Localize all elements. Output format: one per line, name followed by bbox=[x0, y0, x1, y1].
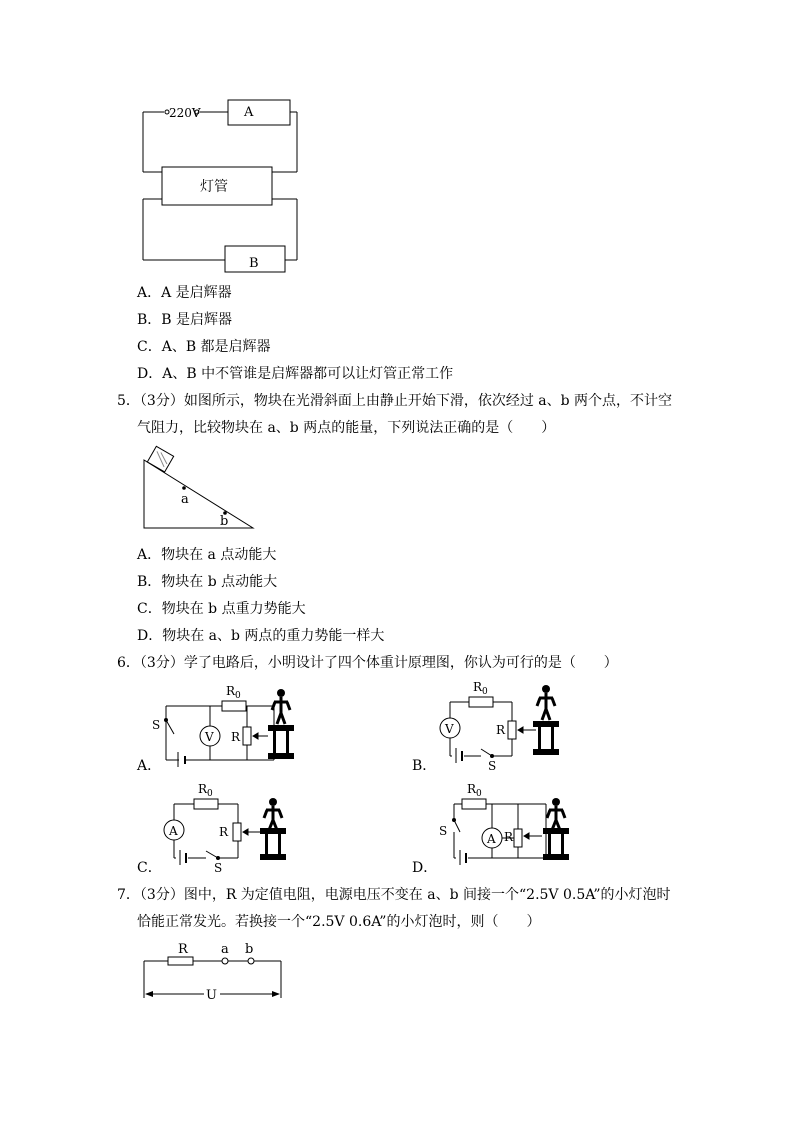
q4-circuit-diagram bbox=[130, 95, 310, 275]
q4-box-a-label: A bbox=[244, 105, 254, 120]
q5-option-d: D．物块在 a、b 两点的重力势能一样大 bbox=[137, 628, 385, 644]
q6-b-s-label: S bbox=[488, 759, 497, 773]
q7-r-label: R bbox=[178, 942, 188, 957]
q6-label-b: B． bbox=[412, 758, 437, 774]
q6-circuit-b bbox=[436, 676, 586, 771]
q6-a-v-label: V bbox=[205, 730, 214, 744]
q7-u-label: U bbox=[206, 988, 217, 1003]
q6-d-s-label: S bbox=[439, 824, 448, 838]
q7-stem-line1: 7．（3分）图中，R 为定值电阻，电源电压不变在 a、b 间接一个“2.5V 0.5A”的小灯泡时 bbox=[117, 887, 671, 903]
q6-a-r0-label: $R_0$ bbox=[226, 684, 241, 701]
q6-b-person-scale bbox=[533, 685, 559, 755]
q4-option-b: B．B 是启辉器 bbox=[137, 312, 233, 328]
q6-d-r0-label: $R_0$ bbox=[467, 782, 482, 799]
q6-c-r-label: R bbox=[219, 825, 229, 839]
q6-d-person-scale bbox=[543, 798, 569, 860]
q4-option-a: A．A 是启辉器 bbox=[137, 285, 232, 301]
q7-circuit-diagram bbox=[140, 940, 285, 1002]
q5-option-c: C．物块在 b 点重力势能大 bbox=[137, 601, 306, 617]
q6-b-r-label: R bbox=[496, 723, 506, 737]
q6-b-v-label: V bbox=[445, 722, 454, 736]
q4-option-c: C．A、B 都是启辉器 bbox=[137, 339, 271, 355]
q5-point-a bbox=[182, 486, 186, 490]
q6-label-a: A． bbox=[137, 758, 162, 774]
q7-stem-line2: 恰能正常发光。若换接一个“2.5V 0.6A”的小灯泡时，则（ ） bbox=[137, 914, 541, 930]
q6-d-r-label: R bbox=[504, 830, 514, 844]
q5-label-b: b bbox=[220, 514, 229, 529]
q5-stem-line1: 5．（3分）如图所示，物块在光滑斜面上由静止开始下滑，依次经过 a、b 两个点，不计空 bbox=[117, 393, 673, 409]
q6-d-am-label: A bbox=[487, 832, 496, 846]
q5-stem-line2: 气阻力，比较物块在 a、b 两点的能量，下列说法正确的是（ ） bbox=[137, 420, 556, 436]
q4-option-d: D．A、B 中不管谁是启辉器都可以让灯管正常工作 bbox=[137, 366, 454, 382]
q4-box-b-label: B bbox=[249, 256, 259, 271]
q5-option-b: B．物块在 b 点动能大 bbox=[137, 574, 278, 590]
q5-option-a: A．物块在 a 点动能大 bbox=[137, 547, 277, 563]
q6-circuit-a bbox=[152, 680, 310, 770]
q6-circuit-d bbox=[436, 778, 586, 873]
q6-a-person-scale bbox=[268, 689, 294, 759]
q6-c-r0-label: $R_0$ bbox=[198, 782, 213, 799]
q6-c-person-scale bbox=[260, 798, 286, 860]
q6-b-r0-label: $R_0$ bbox=[473, 680, 488, 697]
q6-c-am-label: A bbox=[169, 824, 178, 838]
q6-c-s-label: S bbox=[214, 861, 223, 875]
q4-tube-label: 灯管 bbox=[200, 179, 228, 195]
q6-circuit-c bbox=[160, 778, 310, 873]
q6-label-c: C． bbox=[137, 860, 162, 876]
q6-a-r-label: R bbox=[231, 730, 241, 744]
q7-b-label: b bbox=[245, 942, 254, 957]
q4-voltage-label: 220V bbox=[169, 106, 201, 120]
q6-stem-line1: 6．（3分）学了电路后，小明设计了四个体重计原理图，你认为可行的是（ ） bbox=[117, 655, 618, 671]
q5-incline-diagram bbox=[140, 448, 260, 533]
q6-label-d: D． bbox=[412, 860, 438, 876]
q7-a-label: a bbox=[221, 942, 229, 957]
q5-label-a: a bbox=[181, 492, 189, 507]
q6-a-s-label: S bbox=[152, 718, 161, 732]
